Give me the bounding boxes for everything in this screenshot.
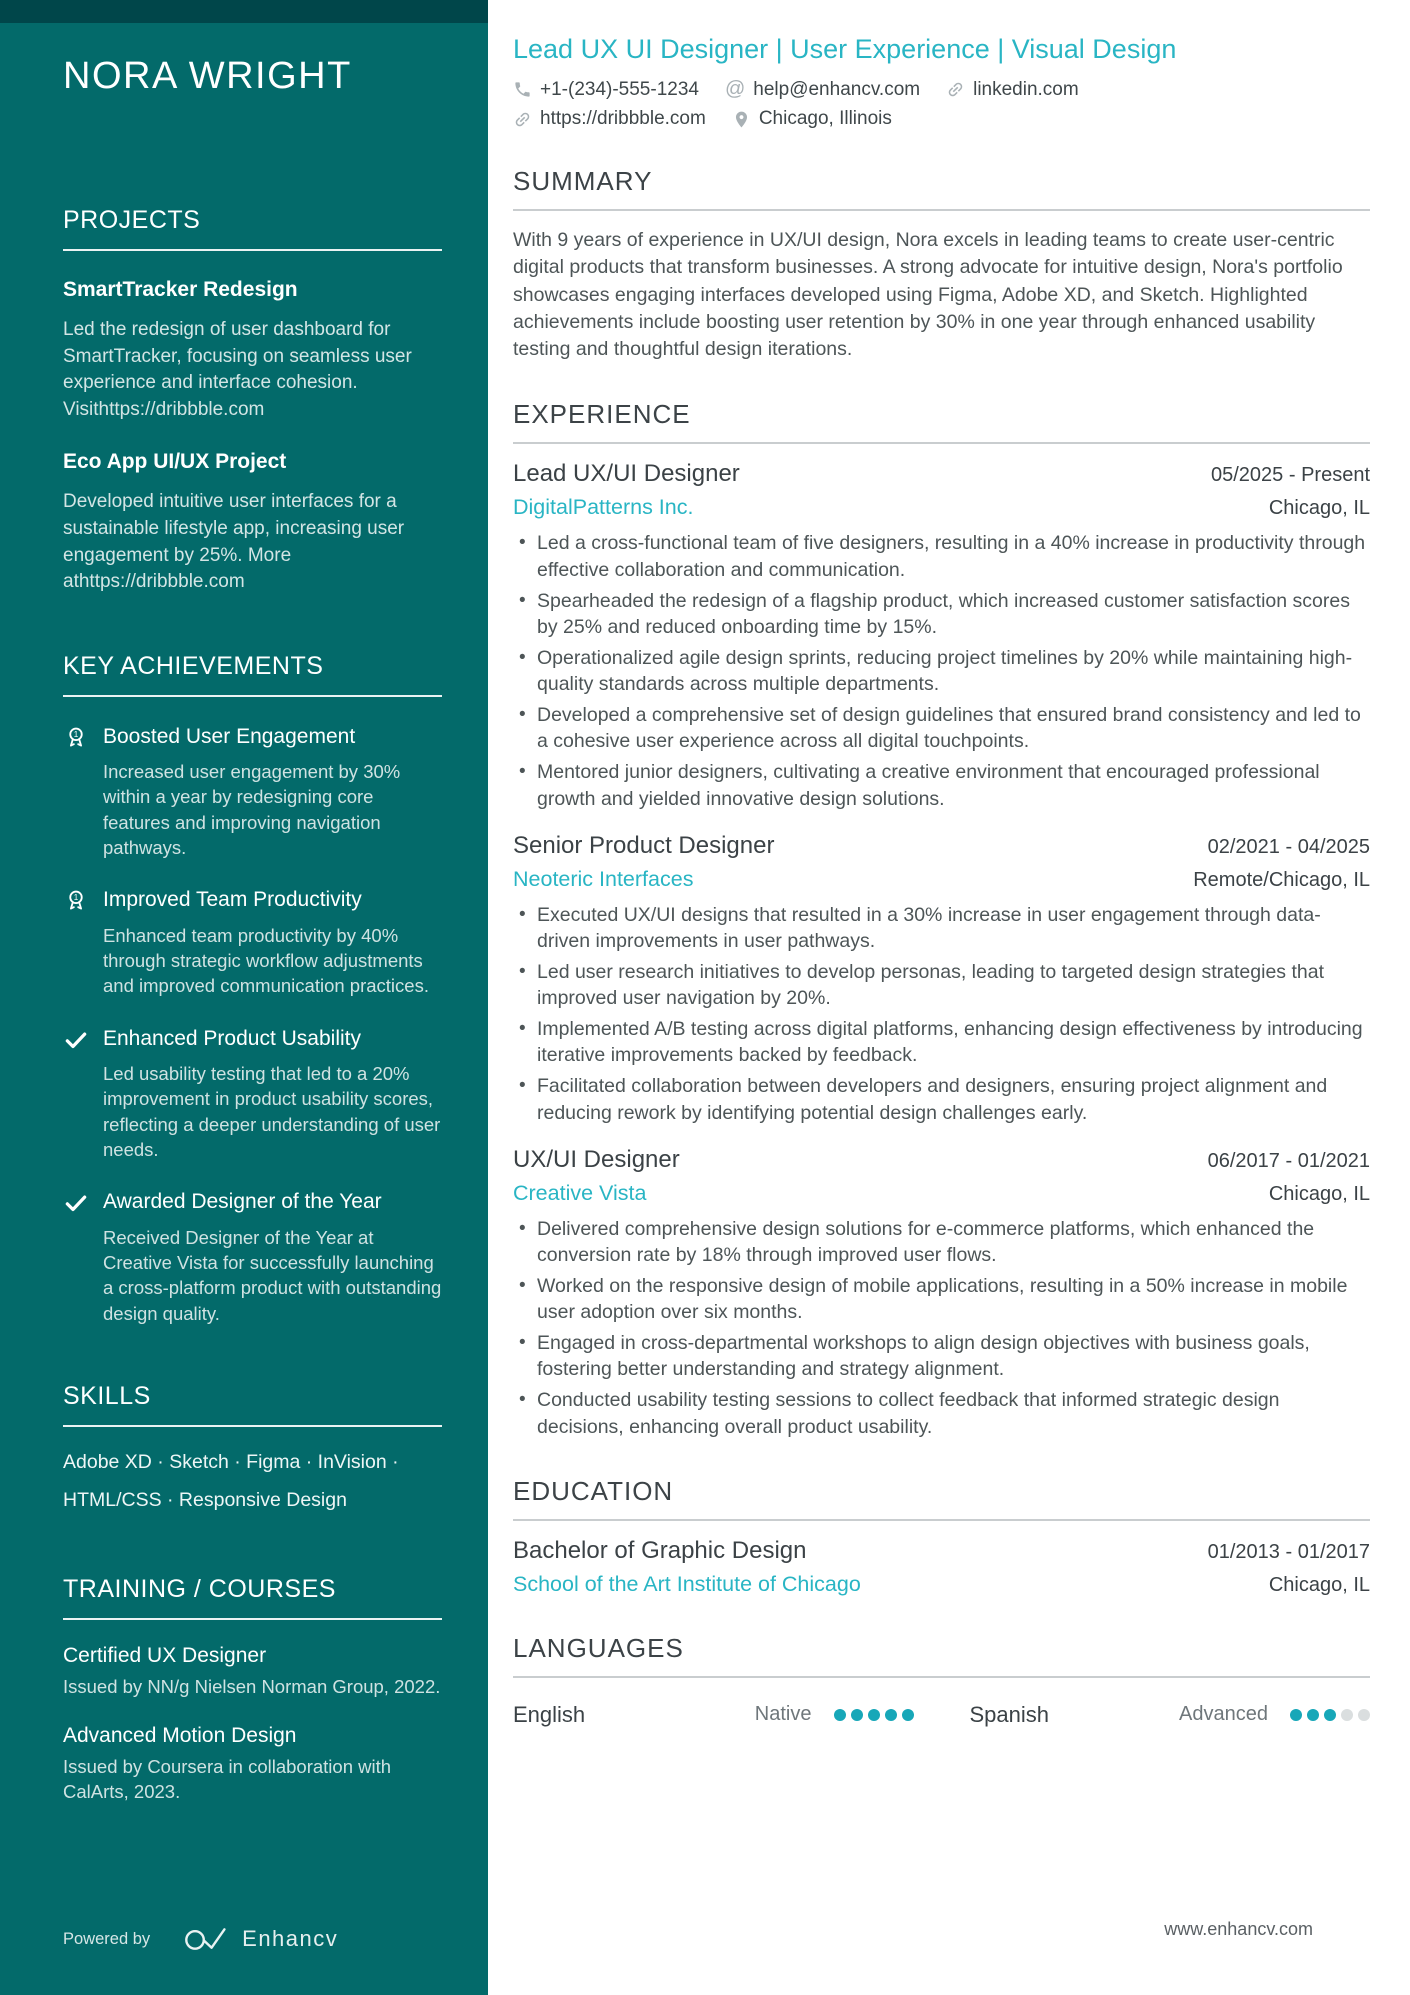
job-bullet: • Implemented A/B testing across digital platforms, enhancing design effectiveness by introducing iterative improvements backed by feedback. bbox=[537, 1016, 1370, 1068]
section-divider bbox=[513, 209, 1370, 211]
projects-heading: PROJECTS bbox=[63, 206, 201, 234]
languages-section bbox=[513, 1633, 1370, 1728]
enhancv-logo-icon[interactable] bbox=[184, 1925, 230, 1953]
medal-icon bbox=[63, 724, 90, 861]
contact-email[interactable] bbox=[725, 78, 920, 101]
project-item bbox=[63, 278, 442, 423]
check-icon bbox=[63, 1026, 90, 1163]
contact-location bbox=[732, 108, 892, 130]
job-bullet: • Led a cross-functional team of five designers, resulting in a 40% increase in productivity through effective collaboration and communication. bbox=[537, 530, 1370, 582]
job-bullet-list bbox=[513, 530, 1370, 811]
job-title: Senior Product Designer bbox=[513, 831, 775, 859]
job-title: Lead UX/UI Designer bbox=[513, 460, 740, 488]
achievement-item bbox=[63, 1026, 442, 1163]
header bbox=[513, 34, 1370, 130]
language-proficiency-dots bbox=[1290, 1709, 1370, 1721]
education-heading: EDUCATION bbox=[513, 1475, 674, 1506]
job-bullet: • Operationalized agile design sprints, reducing project timelines by 20% while maintaining high-quality standards across multiple departments. bbox=[537, 645, 1370, 697]
education-date: 01/2013 - 01/2017 bbox=[1207, 1540, 1370, 1563]
training-heading: TRAINING / COURSES bbox=[63, 1574, 336, 1603]
achievements-heading: KEY ACHIEVEMENTS bbox=[63, 651, 324, 680]
phone-icon bbox=[513, 80, 532, 99]
achievement-item bbox=[63, 724, 442, 861]
projects-section bbox=[63, 206, 442, 596]
language-name: English bbox=[513, 1701, 586, 1727]
course-title: Certified UX Designer bbox=[63, 1643, 267, 1667]
contact-linkedin-text: linkedin.com bbox=[973, 78, 1079, 100]
job-bullet: • Developed a comprehensive set of design guidelines that ensured brand consistency and led to a cohesive user experience across all digital touchpoints. bbox=[537, 702, 1370, 754]
enhancv-wordmark[interactable]: Enhancv bbox=[242, 1926, 339, 1951]
section-divider bbox=[513, 1519, 1370, 1521]
sidebar bbox=[0, 0, 488, 1995]
experience-heading: EXPERIENCE bbox=[513, 399, 691, 430]
job-entry bbox=[513, 832, 1370, 1126]
project-title: Eco App UI/UX Project bbox=[63, 450, 287, 474]
svg-text:1: 1 bbox=[73, 893, 79, 903]
sidebar-top-strip bbox=[0, 0, 488, 23]
language-name: Spanish bbox=[969, 1701, 1050, 1727]
contact-linkedin[interactable] bbox=[946, 79, 1079, 101]
job-location: Remote/Chicago, IL bbox=[1193, 868, 1370, 891]
languages-row bbox=[513, 1702, 1370, 1728]
course-description: Issued by Coursera in collaboration with CalArts, 2023. bbox=[63, 1755, 392, 1802]
job-bullet: • Led user research initiatives to develop personas, leading to targeted design strategies that improved user navigation by 20%. bbox=[537, 959, 1370, 1011]
contact-email-text: help@enhancv.com bbox=[753, 78, 921, 100]
job-location: Chicago, IL bbox=[1268, 1182, 1370, 1205]
link-icon bbox=[946, 80, 965, 99]
degree-title: Bachelor of Graphic Design bbox=[513, 1536, 807, 1564]
summary-section bbox=[513, 166, 1370, 363]
contact-location-text: Chicago, Illinois bbox=[758, 108, 892, 129]
section-divider bbox=[63, 1425, 442, 1427]
achievement-item bbox=[63, 887, 442, 998]
pin-icon bbox=[732, 110, 751, 129]
job-date: 02/2021 - 04/2025 bbox=[1207, 835, 1370, 858]
achievement-description: Enhanced team productivity by 40% through strategic workflow adjustments and improved communication practices. bbox=[103, 924, 429, 997]
svg-text:1: 1 bbox=[73, 729, 79, 739]
language-item bbox=[513, 1702, 914, 1728]
job-date: 05/2025 - Present bbox=[1211, 464, 1370, 487]
skills-heading: SKILLS bbox=[63, 1381, 151, 1410]
section-divider bbox=[513, 442, 1370, 444]
section-divider bbox=[513, 1676, 1370, 1678]
project-description: Developed intuitive user interfaces for a sustainable lifestyle app, increasing user engagement by 25%. More athttps://dribbble.com bbox=[63, 491, 405, 593]
education-entry bbox=[513, 1537, 1370, 1597]
job-title: UX/UI Designer bbox=[513, 1145, 680, 1173]
training-section bbox=[63, 1575, 442, 1805]
education-section bbox=[513, 1476, 1370, 1597]
contact-phone-text: +1-(234)-555-1234 bbox=[540, 78, 699, 100]
summary-text: With 9 years of experience in UX/UI design, Nora excels in leading teams to create user-centric digital products that transform businesses. A strong advocate for intuitive design, Nora's portfolio showcases engaging interfaces developed using Figma, Adobe XD, and Sketch. Highlighted achievements include boosting user retention by 30% in one year through enhanced usability testing and thoughtful design iterations. bbox=[513, 229, 1343, 361]
section-divider bbox=[63, 249, 442, 251]
project-item bbox=[63, 450, 442, 595]
project-description: Led the redesign of user dashboard for SmartTracker, focusing on seamless user experience and interface cohesion. Visithttps://dribbble.com bbox=[63, 319, 412, 420]
section-divider bbox=[63, 695, 442, 697]
contact-phone[interactable] bbox=[513, 79, 699, 101]
job-bullet: • Facilitated collaboration between developers and designers, ensuring project alignment and reducing rework by identifying potential design challenges early. bbox=[537, 1073, 1370, 1125]
job-bullet: • Mentored junior designers, cultivating a creative environment that encouraged professional growth and yielded innovative design solutions. bbox=[537, 759, 1370, 811]
contact-portfolio[interactable] bbox=[513, 108, 706, 130]
language-level: Native bbox=[754, 1703, 812, 1726]
job-bullet: • Engaged in cross-departmental workshops to align design objectives with business goals, fostering better understanding and strategy alignment. bbox=[537, 1330, 1370, 1382]
achievement-title: Enhanced Product Usability bbox=[103, 1026, 361, 1050]
check-icon bbox=[63, 1189, 90, 1326]
language-item bbox=[970, 1702, 1371, 1728]
achievement-description: Increased user engagement by 30% within a year by redesigning core features and improving navigation pathways. bbox=[103, 761, 401, 859]
course-title: Advanced Motion Design bbox=[63, 1723, 297, 1747]
job-bullet-list bbox=[513, 1216, 1370, 1440]
job-location: Chicago, IL bbox=[1268, 497, 1370, 520]
job-company[interactable]: DigitalPatterns Inc. bbox=[513, 495, 694, 520]
job-date: 06/2017 - 01/2021 bbox=[1207, 1149, 1370, 1172]
education-location: Chicago, IL bbox=[1268, 1573, 1370, 1596]
section-divider bbox=[63, 1618, 442, 1620]
powered-by-label: Powered by bbox=[63, 1929, 151, 1948]
summary-heading: SUMMARY bbox=[513, 166, 653, 196]
course-description: Issued by NN/g Nielsen Norman Group, 2022. bbox=[63, 1675, 441, 1697]
job-bullet: • Executed UX/UI designs that resulted in a 30% increase in user engagement through data-driven improvements in user pathways. bbox=[537, 902, 1370, 954]
skills-list: Adobe XD · Sketch · Figma · InVision · HTML/CSS · Responsive Design bbox=[63, 1450, 399, 1511]
contact-portfolio-text: https://dribbble.com bbox=[540, 108, 706, 129]
job-bullet: • Conducted usability testing sessions to collect feedback that informed strategic design decisions, enhancing overall product usability. bbox=[537, 1387, 1370, 1439]
candidate-name: NORA WRIGHT bbox=[63, 55, 352, 97]
sidebar-footer bbox=[63, 1925, 338, 1953]
headline-title: Lead UX UI Designer | User Experience | Visual Design bbox=[513, 34, 1177, 64]
job-bullet: • Worked on the responsive design of mobile applications, resulting in a 50% increase in mobile user adoption over six months. bbox=[537, 1273, 1370, 1325]
achievement-title: Awarded Designer of the Year bbox=[103, 1190, 382, 1214]
language-proficiency-dots bbox=[834, 1709, 914, 1721]
achievement-title: Improved Team Productivity bbox=[103, 888, 362, 912]
job-bullet-list bbox=[513, 902, 1370, 1126]
achievement-description: Led usability testing that led to a 20% improvement in product usability scores, reflecting a deeper understanding of user needs. bbox=[103, 1062, 441, 1160]
job-company[interactable]: Creative Vista bbox=[513, 1180, 647, 1205]
language-level: Advanced bbox=[1179, 1703, 1268, 1726]
job-entry bbox=[513, 460, 1370, 811]
project-title: SmartTracker Redesign bbox=[63, 278, 298, 301]
school-name[interactable]: School of the Art Institute of Chicago bbox=[513, 1571, 861, 1596]
course-item bbox=[63, 1644, 442, 1700]
medal-icon bbox=[63, 887, 90, 998]
link-icon bbox=[513, 110, 532, 129]
achievement-description: Received Designer of the Year at Creative Vista for successfully launching a cross-platform product with outstanding design quality. bbox=[103, 1226, 442, 1324]
job-company[interactable]: Neoteric Interfaces bbox=[513, 866, 694, 891]
achievement-item bbox=[63, 1189, 442, 1326]
main-column bbox=[488, 0, 1410, 1728]
experience-section bbox=[513, 399, 1370, 1439]
skills-section bbox=[63, 1382, 442, 1519]
contact-row bbox=[513, 78, 1370, 101]
footer-url[interactable]: www.enhancv.com bbox=[1164, 1919, 1313, 1939]
course-item bbox=[63, 1724, 442, 1805]
languages-heading: LANGUAGES bbox=[513, 1632, 684, 1663]
achievement-title: Boosted User Engagement bbox=[103, 724, 356, 748]
contact-row bbox=[513, 108, 1370, 130]
job-entry bbox=[513, 1146, 1370, 1440]
achievements-section bbox=[63, 652, 442, 1326]
job-bullet: • Spearheaded the redesign of a flagship product, which increased customer satisfaction scores by 25% and reduced onboarding time by 15%. bbox=[537, 588, 1370, 640]
job-bullet: • Delivered comprehensive design solutions for e-commerce platforms, which enhanced the conversion rate by 18% through improved user flows. bbox=[537, 1216, 1370, 1268]
at-icon: @ bbox=[724, 78, 746, 100]
